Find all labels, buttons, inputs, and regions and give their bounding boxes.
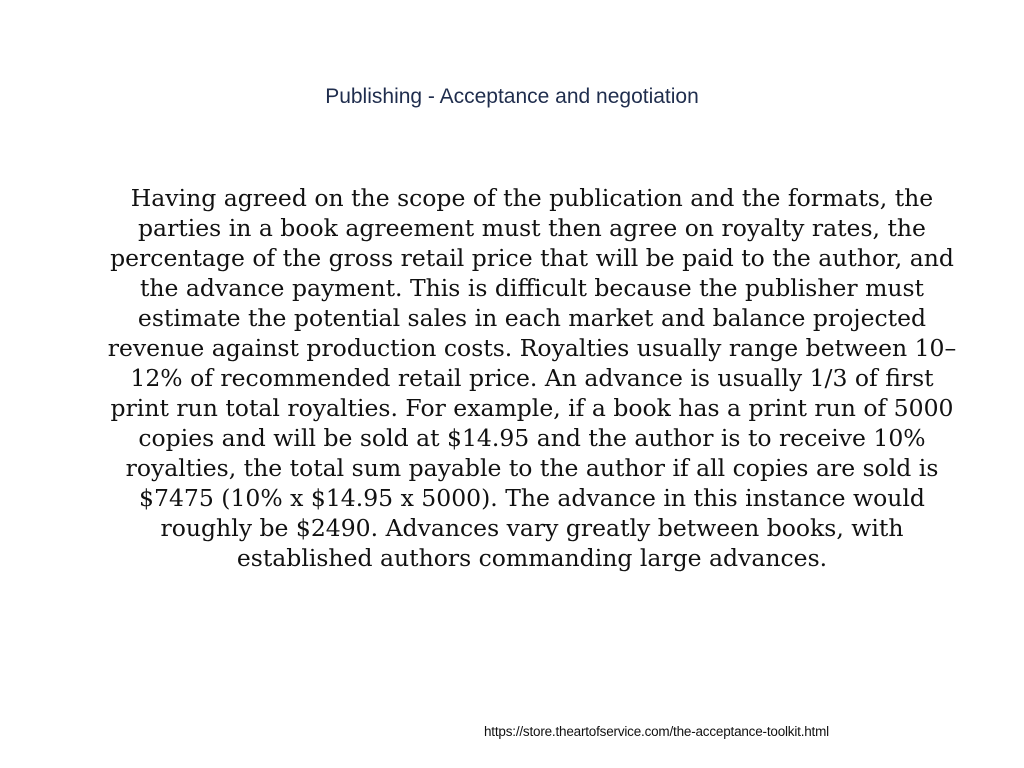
footer-url-link[interactable]: https://store.theartofservice.com/the-acceptance-toolkit.html	[484, 724, 829, 739]
slide-title: Publishing - Acceptance and negotiation	[325, 85, 699, 108]
slide-body-text: Having agreed on the scope of the publication and the formats, the parties in a book agreement must then agree on royalty rates, the percentage of the gross retail price that will be paid to the author, and the advance payment. This is difficult because the publisher must estimate the potential sales in each market and balance projected revenue against production costs. Royalties usually range between 10–12% of recommended retail price. An advance is usually 1/3 of first print run total royalties. For example, if a book has a print run of 5000 copies and will be sold at $14.95 and the author is to receive 10% royalties, the total sum payable to the author if all copies are sold is $7475 (10% x $14.95 x 5000). The advance in this instance would roughly be $2490. Advances vary greatly between books, with established authors commanding large advances.	[107, 184, 957, 572]
